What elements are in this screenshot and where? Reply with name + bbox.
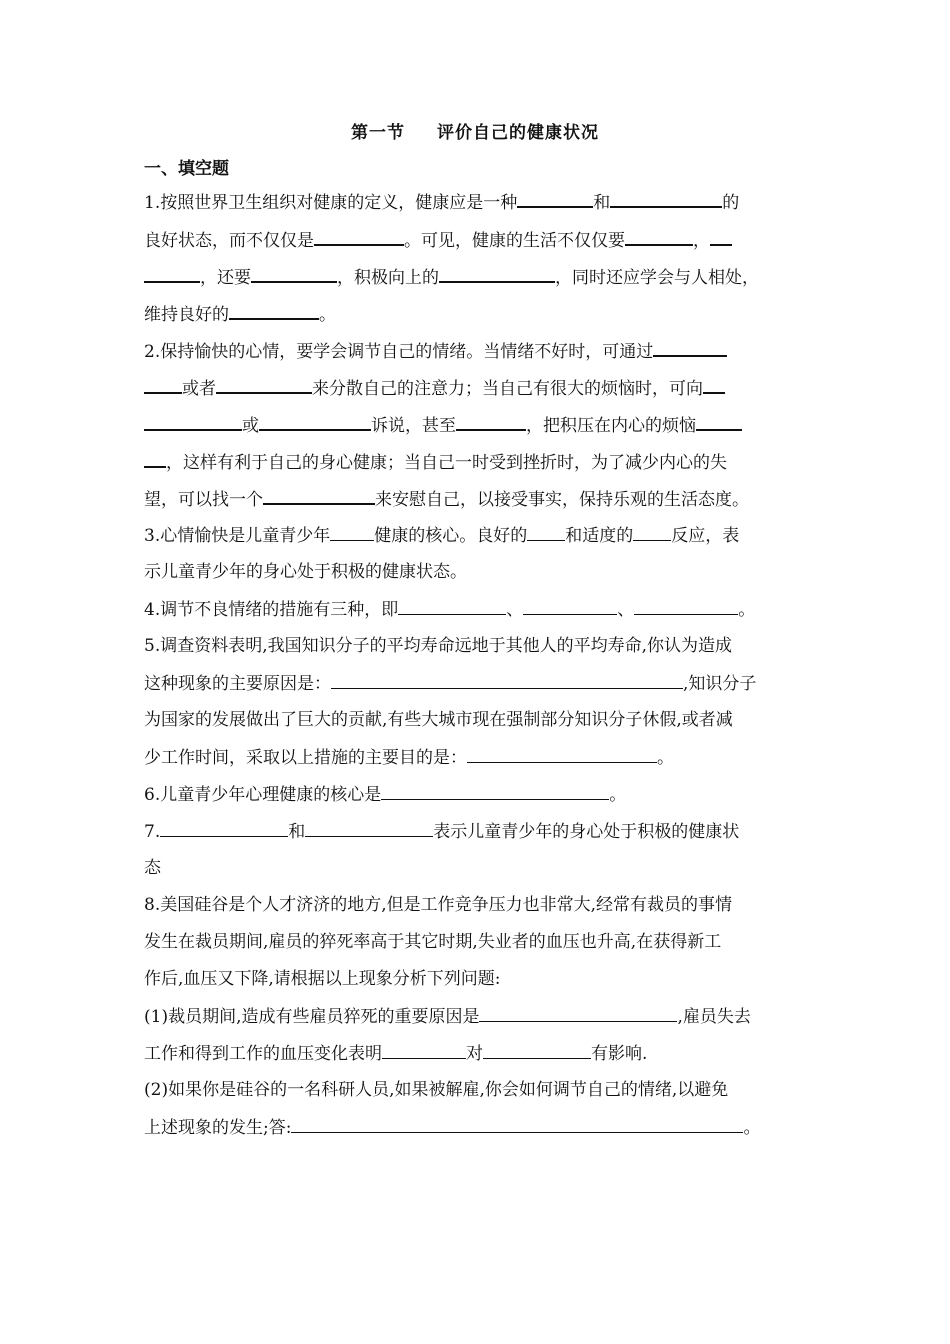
- answer-blank[interactable]: [439, 265, 555, 283]
- answer-blank[interactable]: [398, 598, 506, 615]
- answer-blank[interactable]: [331, 672, 683, 689]
- q2-line-2: 或者 来分散自己的注意力；当自己有很大的烦恼时，可向: [144, 376, 725, 398]
- q1-line-3: ，还要 ，积极向上的 ，同时还应学会与人相处，: [144, 265, 759, 287]
- answer-blank[interactable]: [633, 524, 671, 541]
- q8-line-3: 作后,血压又下降,请根据以上现象分析下列问题:: [144, 969, 501, 989]
- q8-sub2-line-2: 上述现象的发生;答: 。: [144, 1118, 761, 1138]
- answer-blank[interactable]: [523, 598, 617, 615]
- answer-blank[interactable]: [517, 190, 593, 208]
- q5-line-3: 为国家的发展做出了巨大的贡献,有些大城市现在强制部分知识分子休假,或者减: [144, 710, 733, 730]
- answer-blank[interactable]: [251, 265, 337, 283]
- answer-blank[interactable]: [305, 820, 433, 837]
- q2-line-3: 或 诉说，甚至 ，把积压在内心的烦恼: [144, 413, 742, 435]
- q2-line-4: ，这样有利于自己的身心健康；当自己一时受到挫折时，为了减少内心的失: [144, 450, 727, 472]
- answer-blank[interactable]: [160, 820, 288, 837]
- answer-blank[interactable]: [144, 450, 166, 468]
- section-number: 第一节: [351, 123, 405, 143]
- answer-blank[interactable]: [259, 413, 371, 431]
- q5-line-4: 少工作时间，采取以上措施的主要目的是： 。: [144, 748, 674, 768]
- answer-blank[interactable]: [634, 598, 738, 615]
- answer-blank[interactable]: [703, 376, 725, 394]
- answer-blank[interactable]: [263, 487, 375, 505]
- answer-blank[interactable]: [696, 413, 742, 431]
- q3-line-1: 3.心情愉快是儿童青少年 健康的核心。良好的 和适度的 反应，表: [144, 526, 740, 546]
- answer-blank[interactable]: [144, 376, 182, 394]
- q5-line-2: 这种现象的主要原因是： ,知识分子: [144, 674, 757, 694]
- page-title: [0, 118, 950, 143]
- q8-line-1: 8.美国硅谷是个人才济济的地方,但是工作竞争压力也非常大,经常有裁员的事情: [144, 895, 733, 915]
- q4-line-1: 4.调节不良情绪的措施有三种，即 、 、 。: [144, 600, 756, 620]
- answer-blank[interactable]: [456, 413, 526, 431]
- answer-blank[interactable]: [479, 1005, 677, 1022]
- answer-blank[interactable]: [483, 1042, 591, 1059]
- answer-blank[interactable]: [653, 339, 727, 357]
- q6-line-1: 6.儿童青少年心理健康的核心是 。: [144, 785, 627, 805]
- q1-line-4: 维持良好的 。: [144, 302, 336, 324]
- answer-blank[interactable]: [527, 524, 565, 541]
- answer-blank[interactable]: [144, 413, 242, 431]
- q8-sub1-line-2: 工作和得到工作的血压变化表明 对 有影响.: [144, 1044, 648, 1064]
- answer-blank[interactable]: [625, 228, 693, 246]
- q5-line-1: 5.调查资料表明,我国知识分子的平均寿命远地于其他人的平均寿命,你认为造成: [144, 636, 733, 656]
- answer-blank[interactable]: [314, 228, 404, 246]
- answer-blank[interactable]: [144, 265, 200, 283]
- section-heading: 一、填空题: [144, 159, 229, 179]
- q1-line-1: 1.按照世界卫生组织对健康的定义，健康应是一种 和 的: [144, 190, 739, 212]
- answer-blank[interactable]: [610, 190, 722, 208]
- q7-line-1: 7. 和 表示儿童青少年的身心处于积极的健康状: [144, 822, 740, 842]
- q2-line-1: 2.保持愉快的心情，要学会调节自己的情绪。当情绪不好时，可通过: [144, 339, 727, 361]
- answer-blank[interactable]: [381, 783, 609, 800]
- answer-blank[interactable]: [291, 1116, 743, 1133]
- q3-line-2: 示儿童青少年的身心处于积极的健康状态。: [144, 562, 467, 582]
- answer-blank[interactable]: [229, 302, 319, 320]
- answer-blank[interactable]: [467, 746, 657, 763]
- q8-sub2-line-1: (2)如果你是硅谷的一名科研人员,如果被解雇,你会如何调节自己的情绪,以避免: [144, 1080, 729, 1100]
- q7-line-2: 态: [144, 858, 161, 878]
- answer-blank[interactable]: [382, 1042, 466, 1059]
- answer-blank[interactable]: [330, 524, 374, 541]
- q2-line-5: 望，可以找一个 来安慰自己，以接受事实，保持乐观的生活态度。: [144, 487, 749, 509]
- answer-blank[interactable]: [710, 228, 732, 246]
- section-name: 评价自己的健康状况: [437, 123, 599, 143]
- answer-blank[interactable]: [216, 376, 312, 394]
- q8-sub1-line-1: (1)裁员期间,造成有些雇员猝死的重要原因是 ,雇员失去: [144, 1007, 751, 1027]
- q1-line-2: 良好状态，而不仅仅是 。可见，健康的生活不仅仅要 ，: [144, 228, 732, 250]
- q8-line-2: 发生在裁员期间,雇员的猝死率高于其它时期,失业者的血压也升高,在获得新工: [144, 932, 722, 952]
